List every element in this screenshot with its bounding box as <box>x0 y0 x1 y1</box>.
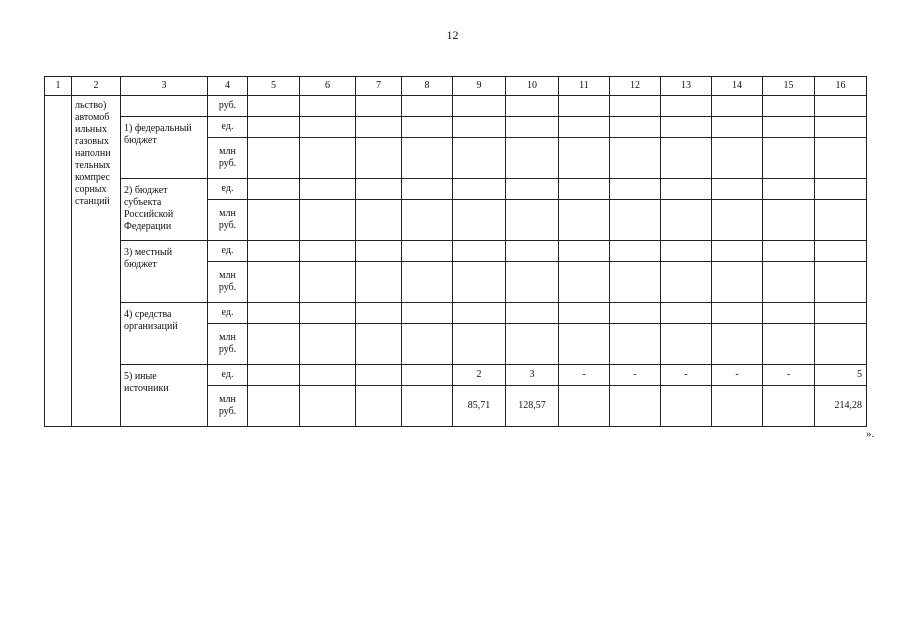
funding-source-label <box>121 117 208 179</box>
value-cell <box>300 200 356 241</box>
value-cell <box>356 117 402 138</box>
value-cell <box>559 241 610 262</box>
value-cell <box>610 262 661 303</box>
text-line: 3) местный <box>124 247 173 258</box>
unit-cell <box>208 138 248 179</box>
value-cell <box>610 117 661 138</box>
value-cell: - <box>661 365 712 386</box>
value-cell <box>815 324 867 365</box>
text-line: руб. <box>218 158 237 169</box>
value-cell <box>815 200 867 241</box>
text-line: 1) федеральный <box>124 123 192 134</box>
text-line: льство) <box>75 100 107 111</box>
value-cell <box>661 303 712 324</box>
text-line: млн <box>219 208 236 219</box>
value-cell <box>763 117 815 138</box>
column-header: 11 <box>559 77 610 96</box>
value-cell <box>610 303 661 324</box>
value-cell <box>610 200 661 241</box>
text-line: ильных <box>75 124 107 135</box>
value-cell <box>356 96 402 117</box>
value-cell <box>300 138 356 179</box>
value-cell <box>712 386 763 427</box>
table-row <box>45 179 867 200</box>
value-cell <box>248 386 300 427</box>
value-cell <box>763 96 815 117</box>
value-cell <box>356 241 402 262</box>
value-cell <box>453 179 506 200</box>
value-cell <box>506 117 559 138</box>
value-cell <box>248 138 300 179</box>
value-cell <box>661 138 712 179</box>
text-line: станций <box>75 196 110 207</box>
description-cell <box>72 96 121 427</box>
value-cell <box>763 262 815 303</box>
value-cell <box>402 303 453 324</box>
value-cell <box>661 262 712 303</box>
value-cell: 85,71 <box>453 386 506 427</box>
value-cell <box>248 117 300 138</box>
value-cell <box>559 138 610 179</box>
funding-source-label <box>121 241 208 303</box>
value-cell <box>453 96 506 117</box>
text-line: 2) бюджет <box>124 185 168 196</box>
page-number: 12 <box>446 28 459 42</box>
value-cell <box>559 117 610 138</box>
value-cell <box>248 303 300 324</box>
value-cell <box>402 117 453 138</box>
value-cell <box>402 96 453 117</box>
column-header: 12 <box>610 77 661 96</box>
table-row <box>45 241 867 262</box>
text-line: компрес <box>75 172 110 183</box>
value-cell <box>610 138 661 179</box>
value-cell <box>763 241 815 262</box>
value-cell <box>712 200 763 241</box>
value-cell <box>610 241 661 262</box>
text-line: сорных <box>75 184 107 195</box>
text-line: 5) иные <box>124 371 157 382</box>
table-row <box>45 365 867 386</box>
value-cell <box>610 324 661 365</box>
header-row <box>45 77 867 96</box>
value-cell <box>661 117 712 138</box>
value-cell <box>248 324 300 365</box>
text-line: автомоб <box>75 112 110 123</box>
value-cell <box>300 96 356 117</box>
value-cell: - <box>763 365 815 386</box>
column-header: 5 <box>248 77 300 96</box>
value-cell <box>300 303 356 324</box>
column-header: 7 <box>356 77 402 96</box>
column-header: 13 <box>661 77 712 96</box>
value-cell <box>453 241 506 262</box>
value-cell: 128,57 <box>506 386 559 427</box>
funding-source-label <box>121 365 208 427</box>
value-cell <box>453 200 506 241</box>
value-cell: 214,28 <box>815 386 867 427</box>
value-cell: 2 <box>453 365 506 386</box>
value-cell <box>248 179 300 200</box>
text-line: млн <box>219 332 236 343</box>
table-row <box>45 303 867 324</box>
funding-source-label <box>121 303 208 365</box>
value-cell <box>506 241 559 262</box>
value-cell <box>815 96 867 117</box>
value-cell: 5 <box>815 365 867 386</box>
value-cell <box>402 138 453 179</box>
text-line: млн <box>219 270 236 281</box>
value-cell <box>402 262 453 303</box>
table-row <box>45 117 867 138</box>
text-line: Федерации <box>124 221 172 232</box>
funding-source-label <box>121 179 208 241</box>
value-cell <box>248 241 300 262</box>
unit-cell: руб. <box>208 96 248 117</box>
text-line: млн <box>219 394 236 405</box>
text-line: 4) средства <box>124 309 172 320</box>
value-cell: - <box>559 365 610 386</box>
value-cell <box>712 179 763 200</box>
text-line: млн <box>219 146 236 157</box>
row-number-cell <box>45 96 72 427</box>
text-line: субъекта <box>124 197 162 208</box>
value-cell <box>661 241 712 262</box>
value-cell <box>763 324 815 365</box>
unit-cell: ед. <box>208 117 248 138</box>
value-cell <box>402 324 453 365</box>
value-cell <box>356 179 402 200</box>
value-cell <box>815 303 867 324</box>
value-cell <box>559 96 610 117</box>
value-cell <box>661 200 712 241</box>
value-cell <box>815 241 867 262</box>
value-cell <box>506 200 559 241</box>
value-cell <box>402 179 453 200</box>
column-header: 2 <box>72 77 121 96</box>
table-row <box>45 96 867 117</box>
value-cell <box>763 179 815 200</box>
value-cell <box>712 117 763 138</box>
value-cell <box>356 200 402 241</box>
value-cell <box>506 179 559 200</box>
value-cell <box>402 200 453 241</box>
unit-cell <box>208 200 248 241</box>
value-cell <box>356 262 402 303</box>
value-cell <box>356 303 402 324</box>
value-cell <box>453 117 506 138</box>
value-cell <box>300 324 356 365</box>
value-cell <box>506 96 559 117</box>
value-cell <box>763 386 815 427</box>
value-cell <box>661 179 712 200</box>
value-cell <box>763 200 815 241</box>
value-cell <box>815 117 867 138</box>
value-cell <box>356 365 402 386</box>
value-cell <box>712 96 763 117</box>
value-cell <box>300 365 356 386</box>
unit-cell: ед. <box>208 303 248 324</box>
value-cell <box>610 96 661 117</box>
unit-cell: ед. <box>208 365 248 386</box>
unit-cell: ед. <box>208 241 248 262</box>
value-cell <box>300 262 356 303</box>
value-cell <box>661 324 712 365</box>
text-line: бюджет <box>124 259 157 270</box>
text-line: газовых <box>75 136 109 147</box>
value-cell <box>300 386 356 427</box>
value-cell <box>356 138 402 179</box>
value-cell: - <box>712 365 763 386</box>
column-header: 4 <box>208 77 248 96</box>
unit-cell <box>208 262 248 303</box>
column-header: 10 <box>506 77 559 96</box>
value-cell <box>712 324 763 365</box>
value-cell <box>356 324 402 365</box>
value-cell <box>610 179 661 200</box>
value-cell <box>712 241 763 262</box>
value-cell <box>402 241 453 262</box>
value-cell <box>763 138 815 179</box>
source-cell <box>121 96 208 117</box>
column-header: 14 <box>712 77 763 96</box>
closing-quote-mark: ». <box>866 428 875 440</box>
unit-cell: ед. <box>208 179 248 200</box>
value-cell <box>506 262 559 303</box>
value-cell <box>248 200 300 241</box>
value-cell <box>763 303 815 324</box>
value-cell <box>300 241 356 262</box>
data-table <box>44 76 867 427</box>
column-header: 9 <box>453 77 506 96</box>
value-cell <box>815 262 867 303</box>
value-cell <box>815 179 867 200</box>
text-line: бюджет <box>124 135 157 146</box>
text-line: руб. <box>218 220 237 231</box>
value-cell <box>559 179 610 200</box>
value-cell: 3 <box>506 365 559 386</box>
value-cell <box>300 117 356 138</box>
value-cell <box>712 303 763 324</box>
value-cell: - <box>610 365 661 386</box>
value-cell <box>661 96 712 117</box>
value-cell <box>661 386 712 427</box>
value-cell <box>453 138 506 179</box>
value-cell <box>453 324 506 365</box>
value-cell <box>559 386 610 427</box>
value-cell <box>356 386 402 427</box>
value-cell <box>248 365 300 386</box>
text-line: тельных <box>75 160 111 171</box>
text-line: источники <box>124 383 169 394</box>
text-line: Российской <box>124 209 174 220</box>
value-cell <box>506 324 559 365</box>
value-cell <box>402 386 453 427</box>
value-cell <box>453 262 506 303</box>
value-cell <box>559 324 610 365</box>
value-cell <box>506 138 559 179</box>
value-cell <box>815 138 867 179</box>
column-header: 16 <box>815 77 867 96</box>
text-line: руб. <box>218 282 237 293</box>
value-cell <box>506 303 559 324</box>
text-line: руб. <box>218 344 237 355</box>
text-line: наполни <box>75 148 111 159</box>
value-cell <box>453 303 506 324</box>
value-cell <box>559 303 610 324</box>
unit-cell <box>208 386 248 427</box>
column-header: 3 <box>121 77 208 96</box>
value-cell <box>402 365 453 386</box>
value-cell <box>248 96 300 117</box>
text-line: руб. <box>218 406 237 417</box>
value-cell <box>300 179 356 200</box>
value-cell <box>559 200 610 241</box>
value-cell <box>712 138 763 179</box>
value-cell <box>248 262 300 303</box>
column-header: 1 <box>45 77 72 96</box>
value-cell <box>610 386 661 427</box>
unit-cell <box>208 324 248 365</box>
column-header: 6 <box>300 77 356 96</box>
value-cell <box>712 262 763 303</box>
text-line: организаций <box>124 321 178 332</box>
column-header: 15 <box>763 77 815 96</box>
column-header: 8 <box>402 77 453 96</box>
value-cell <box>559 262 610 303</box>
